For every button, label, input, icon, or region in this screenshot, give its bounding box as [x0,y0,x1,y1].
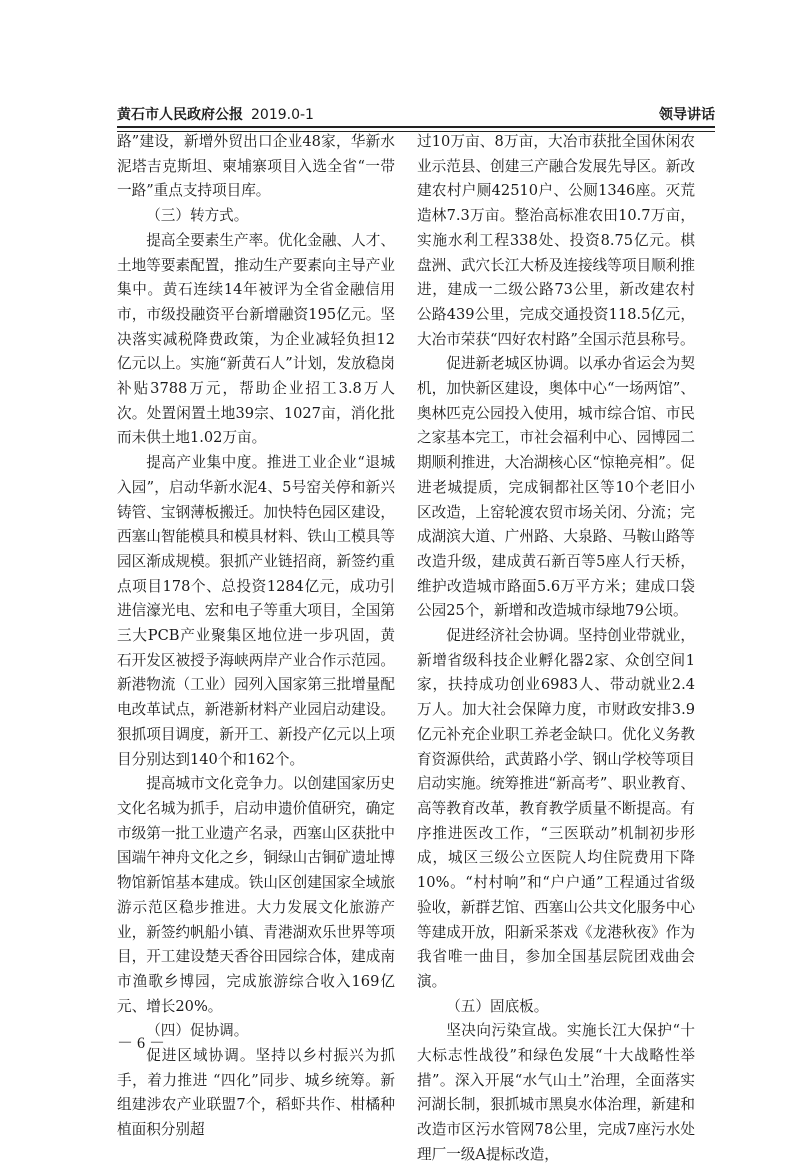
page-number: － 6 － [117,1035,166,1052]
paragraph: 坚决向污染宣战。实施长江大保护“十大标志性战役”和绿色发展“十大战略性举措”。深入开展“水气山土”治理，全面落实河湖长制，狠抓城市黑臭水体治理，新建和改造市区污水管网78公里，完成7座污水处理厂一级A提标改造， [417,1022,695,1163]
paragraph: 促进区域协调。坚持以乡村振兴为抓手，着力推进 “四化”同步、城乡统筹。新组建涉农产业联盟7个，稻虾共作、柑橘种植面积分别超 [117,1047,395,1139]
paragraph: 提高城市文化竞争力。以创建国家历史文化名城为抓手，启动申遗价值研究，确定市级第一批工业遗产名录，西塞山区获批中国端午神舟文化之乡，铜绿山古铜矿遗址博物馆新馆基本建成。铁山区创建国家全域旅游示范区稳步推进。大力发展文化旅游产业，新签约帆船小镇、青港湖欢乐世界等项目，开工建设楚天香谷田园综合体，建成南市渔歌乡博园，完成旅游综合收入169亿元、增长20%。 [117,775,395,1015]
paragraph: 促进经济社会协调。坚持创业带就业，新增省级科技企业孵化器2家、众创空间1家，扶持成功创业6983人、带动就业2.4万人。加大社会保障力度，市财政安排3.9亿元补充企业职工养老金缺口。优化义务教育资源供给，武黄路小学、钢山学校等项目启动实施。统筹推进“新高考”、职业教育、高等教育改革，教育教学质量不断提高。有序推进医改工作，“三医联动”机制初步形成，城区三级公立医院人均住院费用下降10%。“村村响”和“户户通”工程通过省级验收，新群艺馆、西塞山公共文化服务中心等建成开放，阳新采茶戏《龙港秋夜》作为我省唯一曲目，参加全国基层院团戏曲会演。 [417,627,695,990]
paragraph-continuation: 路”建设，新增外贸出口企业48家，华新水泥塔吉克斯坦、柬埔寨项目入选全省“一带一路”重点支持项目库。 [117,133,395,200]
page-header [117,104,715,126]
issue-number: 2019.0-1 [251,107,314,123]
section-heading: （三）转方式。 [146,207,249,225]
section-heading: （四）促协调。 [146,1022,249,1040]
paragraph: 提高全要素生产率。优化金融、人才、土地等要素配置，推动生产要素向主导产业集中。黄石连续14年被评为全省金融信用市，市级投融资平台新增融资195亿元。坚决落实减税降费政策，为企业减轻负担12亿元以上。实施“新黄石人”计划，发放稳岗补贴3788万元，帮助企业招工3.8万人次。处置闲置土地39宗、1027亩，消化批而未供土地1.02万亩。 [117,231,395,447]
right-column [417,130,695,1168]
section-title: 领导讲话 [659,107,715,123]
left-column [117,130,395,1143]
publication-title: 黄石市人民政府公报 [117,107,243,123]
paragraph-continuation: 过10万亩、8万亩，大冶市获批全国休闲农业示范县、创建三产融合发展先导区。新改建农村户厕42510户、公厕1346座。灭荒造林7.3万亩。整治高标准农田10.7万亩，实施水利工程338处、投资8.75亿元。棋盘洲、武穴长江大桥及连接线等项目顺利推进，建成一二级公路73公里，新改建农村公路439公里，完成交通投资118.5亿元，大冶市荣获“四好农村路”全国示范县称号。 [417,133,695,348]
paragraph: 促进新老城区协调。以承办省运会为契机，加快新区建设，奥体中心“一场两馆”、奥林匹克公园投入使用，城市综合馆、市民之家基本完工，市社会福利中心、园博园二期顺利推进，大冶湖核心区“惊艳亮相”。促进老城提质，完成铜都社区等10个老旧小区改造，上窑轮渡农贸市场关闭、分流；完成湖滨大道、广州路、大泉路、马鞍山路等改造升级，建成黄石新百等5座人行天桥，维护改造城市路面5.6万平方米；建成口袋公园25个，新增和改造城市绿地79公顷。 [417,355,695,620]
section-heading: （五）固底板。 [446,997,549,1015]
paragraph: 提高产业集中度。推进工业企业“退城入园”，启动华新水泥4、5号窑关停和新兴铸管、宝钢薄板搬迁。加快特色园区建设，西塞山智能模具和模具材料、铁山工模具等园区渐成规模。狠抓产业链招商，新签约重点项目178个、总投资1284亿元，成功引进信濠光电、宏和电子等重大项目，全国第三大PCB产业聚集区地位进一步巩固，黄石开发区被授予海峡两岸产业合作示范园。新港物流（工业）园列入国家第三批增量配电改革试点，新港新材料产业园启动建设。狠抓项目调度，新开工、新投产亿元以上项目分别达到140个和162个。 [117,454,395,768]
header-left [117,104,314,124]
